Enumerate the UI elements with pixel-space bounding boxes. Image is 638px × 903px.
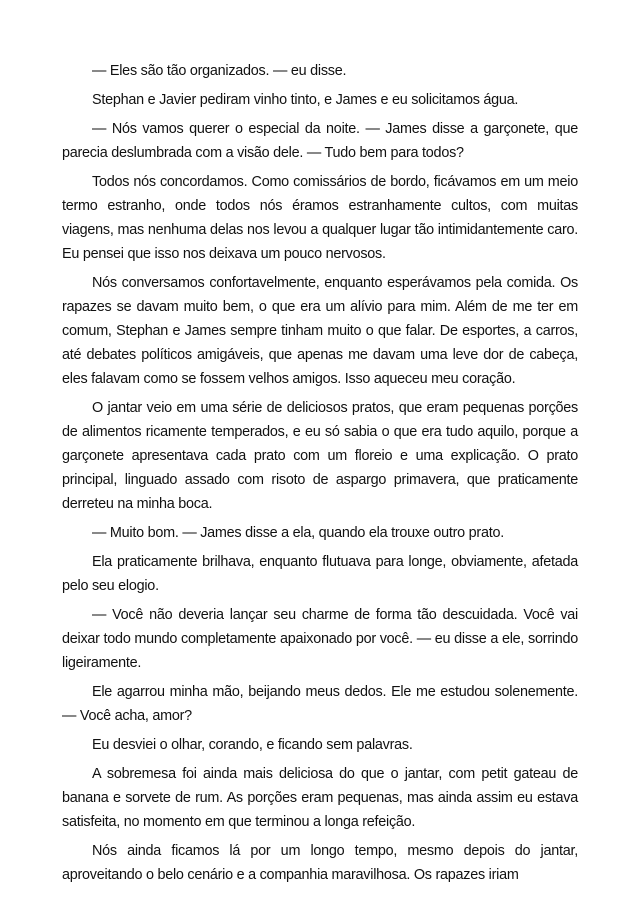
- paragraph: Stephan e Javier pediram vinho tinto, e James e eu solicitamos água.: [92, 92, 519, 108]
- paragraph: O jantar veio em uma série de deliciosos pratos, que eram pequenas porções de alimentos ricamente temperados, e eu só sabia o que era tudo aquilo, porque a garçonete apresentava cada prato com um floreio e uma explicação. O prato principal, linguado assado com risoto de aspargo primavera, que praticamente derreteu na minha boca.: [62, 400, 578, 512]
- paragraph: — Nós vamos querer o especial da noite. — James disse a garçonete, que parecia deslumbrada com a visão dele. — Tudo bem para todos?: [62, 121, 578, 161]
- paragraph: — Você não deveria lançar seu charme de forma tão descuidada. Você vai deixar todo mundo completamente apaixonado por você. — eu disse a ele, sorrindo ligeiramente.: [62, 607, 578, 671]
- paragraph: — Eles são tão organizados. — eu disse.: [92, 63, 347, 79]
- paragraph: Todos nós concordamos. Como comissários de bordo, ficávamos em um meio termo estranho, onde todos nós éramos estranhamente cultos, com muitas viagens, mas nenhuma delas nos levou a qualquer lugar tão intimidantemente caro. Eu pensei que isso nos deixava um pouco nervosos.: [62, 174, 578, 262]
- paragraph: Ele agarrou minha mão, beijando meus dedos. Ele me estudou solenemente. — Você acha, amor?: [62, 684, 578, 724]
- paragraph: Ela praticamente brilhava, enquanto flutuava para longe, obviamente, afetada pelo seu elogio.: [62, 554, 578, 594]
- paragraph: — Muito bom. — James disse a ela, quando ela trouxe outro prato.: [92, 525, 504, 541]
- paragraph: A sobremesa foi ainda mais deliciosa do que o jantar, com petit gateau de banana e sorvete de rum. As porções eram pequenas, mas ainda assim eu estava satisfeita, no momento em que terminou a longa refeição.: [62, 766, 578, 830]
- document-page: [62, 59, 578, 892]
- paragraph: Nós ainda ficamos lá por um longo tempo, mesmo depois do jantar, aproveitando o belo cenário e a companhia maravilhosa. Os rapazes iriam: [62, 843, 578, 883]
- paragraph: Nós conversamos confortavelmente, enquanto esperávamos pela comida. Os rapazes se davam muito bem, o que era um alívio para mim. Além de me ter em comum, Stephan e James sempre tinham muito o que falar. De esportes, a carros, até debates políticos amigáveis, que apenas me davam uma leve dor de cabeça, eles falavam como se fossem velhos amigos. Isso aqueceu meu coração.: [62, 275, 578, 387]
- paragraph: Eu desviei o olhar, corando, e ficando sem palavras.: [92, 737, 413, 753]
